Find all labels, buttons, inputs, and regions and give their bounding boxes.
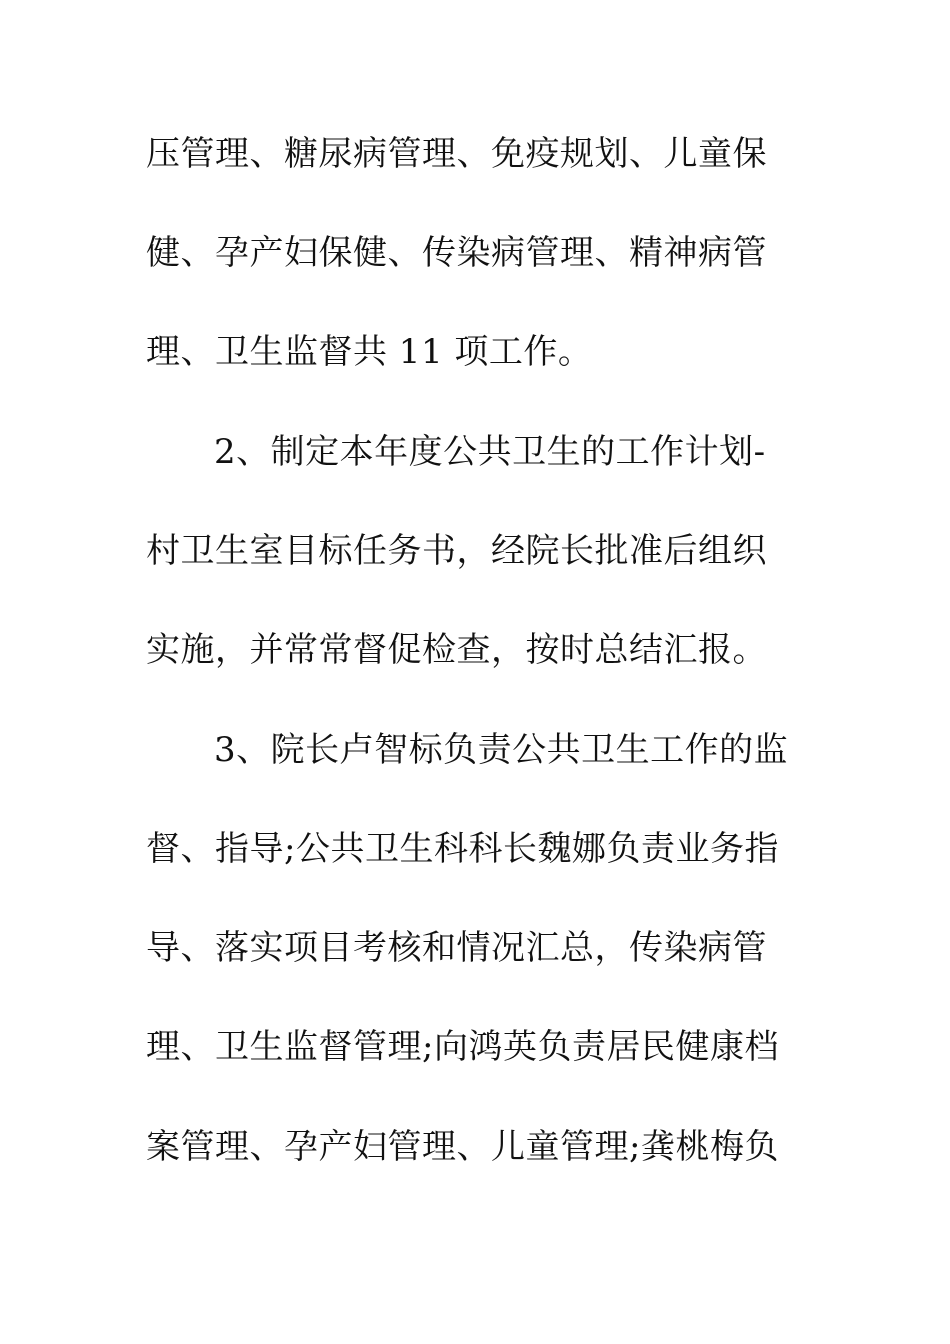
text-line: 压管理、糖尿病管理、免疫规划、儿童保	[146, 134, 767, 174]
text-line: 理、卫生监督共 11 项工作。	[146, 332, 593, 372]
text-line: 案管理、孕产妇管理、儿童管理;龚桃梅负	[146, 1127, 779, 1167]
text-line: 实施，并常常督促检查，按时总结汇报。	[146, 630, 767, 670]
paragraph-3-start: 3、院长卢智标负责公共卫生工作的监	[214, 730, 789, 770]
text-line: 村卫生室目标任务书，经院长批准后组织	[146, 531, 767, 571]
text-line: 理、卫生监督管理;向鸿英负责居民健康档	[146, 1027, 779, 1067]
text-line: 健、孕产妇保健、传染病管理、精神病管	[146, 233, 767, 273]
paragraph-2-start: 2、制定本年度公共卫生的工作计划-	[214, 432, 766, 472]
text-line: 导、落实项目考核和情况汇总，传染病管	[146, 928, 767, 968]
text-line: 督、指导;公共卫生科科长魏娜负责业务指	[146, 829, 779, 869]
